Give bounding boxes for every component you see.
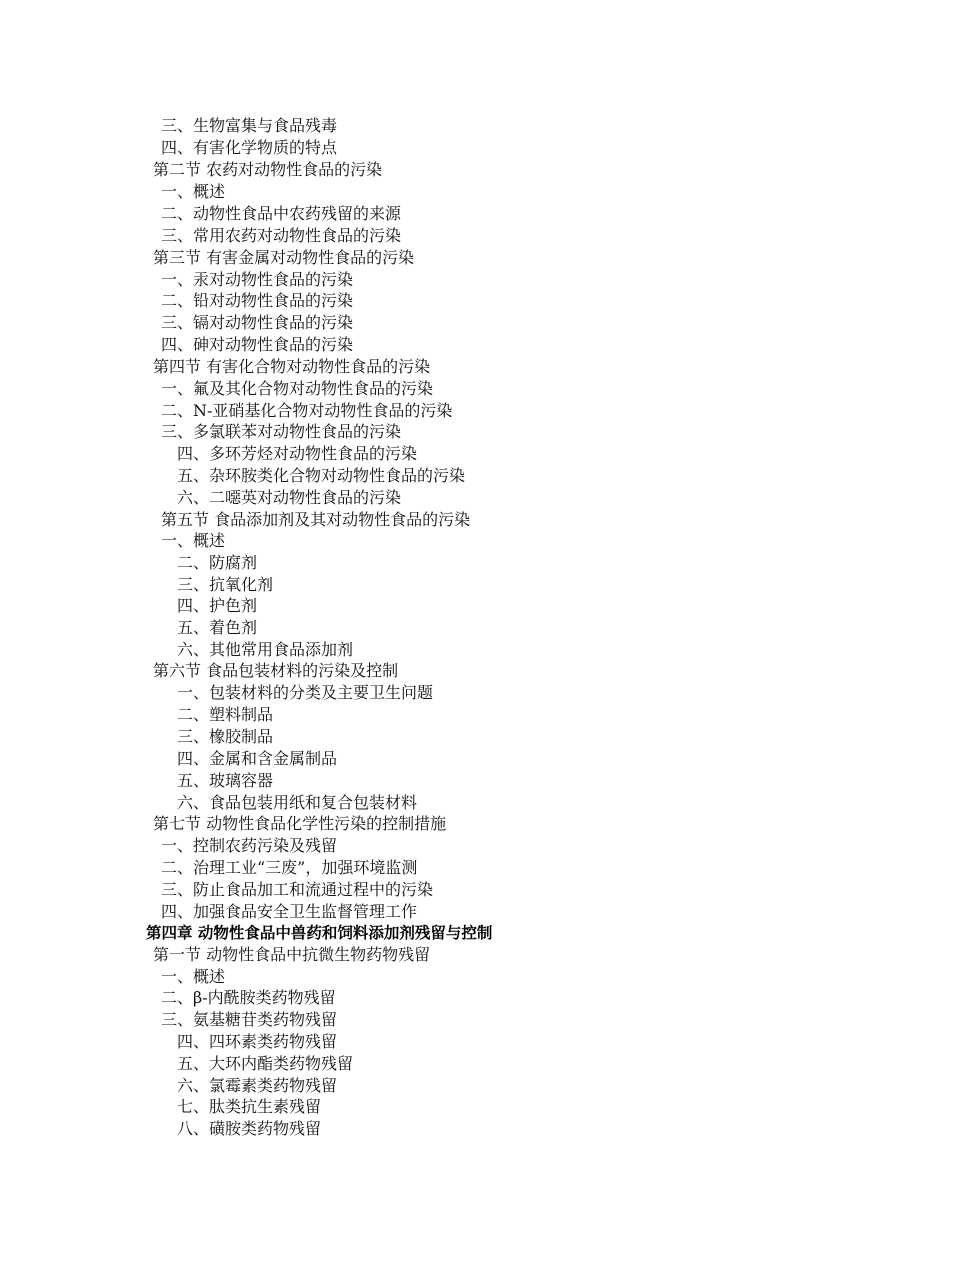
toc-section: 第五节 食品添加剂及其对动物性食品的污染	[161, 510, 471, 529]
toc-item: 六、氯霉素类药物残留	[177, 1076, 338, 1095]
toc-item: 七、肽类抗生素残留	[177, 1097, 322, 1116]
toc-item: 三、抗氧化剂	[177, 575, 274, 594]
toc-item: 一、概述	[161, 967, 226, 986]
toc-item: 一、概述	[161, 182, 226, 201]
toc-item: 五、玻璃容器	[177, 771, 274, 790]
toc-section: 第二节 农药对动物性食品的污染	[153, 160, 383, 179]
toc-chapter: 第四章 动物性食品中兽药和饲料添加剂残留与控制	[146, 924, 493, 942]
toc-section: 第四节 有害化合物对动物性食品的污染	[153, 357, 431, 376]
toc-section: 第三节 有害金属对动物性食品的污染	[153, 248, 415, 267]
toc-item: 一、控制农药污染及残留	[161, 836, 338, 855]
toc-section: 第七节 动物性食品化学性污染的控制措施	[153, 814, 447, 833]
toc-item: 二、铅对动物性食品的污染	[161, 291, 354, 310]
toc-item: 二、治理工业“三废”，加强环境监测	[161, 858, 418, 877]
toc-item: 二、动物性食品中农药残留的来源	[161, 204, 402, 223]
toc-item: 五、杂环胺类化合物对动物性食品的污染	[177, 466, 466, 485]
toc-item: 一、氟及其化合物对动物性食品的污染	[161, 379, 434, 398]
toc-item: 六、其他常用食品添加剂	[177, 640, 354, 659]
toc-item: 一、包装材料的分类及主要卫生问题	[177, 683, 434, 702]
toc-item: 三、橡胶制品	[177, 727, 274, 746]
toc-item: 六、食品包装用纸和复合包装材料	[177, 793, 418, 812]
toc-item: 三、防止食品加工和流通过程中的污染	[161, 880, 434, 899]
toc-item: 五、着色剂	[177, 618, 258, 637]
toc-item: 四、四环素类药物残留	[177, 1032, 338, 1051]
toc-item: 二、N-亚硝基化合物对动物性食品的污染	[161, 401, 453, 420]
toc-item: 四、护色剂	[177, 596, 258, 615]
toc-item: 一、汞对动物性食品的污染	[161, 270, 354, 289]
toc-item: 四、加强食品安全卫生监督管理工作	[161, 902, 418, 921]
toc-item: 四、有害化学物质的特点	[161, 138, 338, 157]
toc-item: 四、金属和含金属制品	[177, 749, 338, 768]
toc-item: 三、镉对动物性食品的污染	[161, 313, 354, 332]
toc-item: 四、砷对动物性食品的污染	[161, 335, 354, 354]
toc-item: 三、氨基糖苷类药物残留	[161, 1010, 338, 1029]
toc-item: 三、多氯联苯对动物性食品的污染	[161, 422, 402, 441]
toc-item: 二、β-内酰胺类药物残留	[161, 988, 336, 1007]
toc-section: 第一节 动物性食品中抗微生物药物残留	[153, 945, 431, 964]
toc-item: 二、塑料制品	[177, 705, 274, 724]
toc-item: 二、防腐剂	[177, 553, 258, 572]
toc-item: 三、生物富集与食品残毒	[161, 116, 338, 135]
toc-item: 三、常用农药对动物性食品的污染	[161, 226, 402, 245]
toc-item: 八、磺胺类药物残留	[177, 1119, 322, 1138]
toc-item: 五、大环内酯类药物残留	[177, 1054, 354, 1073]
toc-section: 第六节 食品包装材料的污染及控制	[153, 661, 399, 680]
toc-item: 一、概述	[161, 531, 226, 550]
toc-item: 四、多环芳烃对动物性食品的污染	[177, 444, 418, 463]
toc-item: 六、二噁英对动物性食品的污染	[177, 488, 402, 507]
